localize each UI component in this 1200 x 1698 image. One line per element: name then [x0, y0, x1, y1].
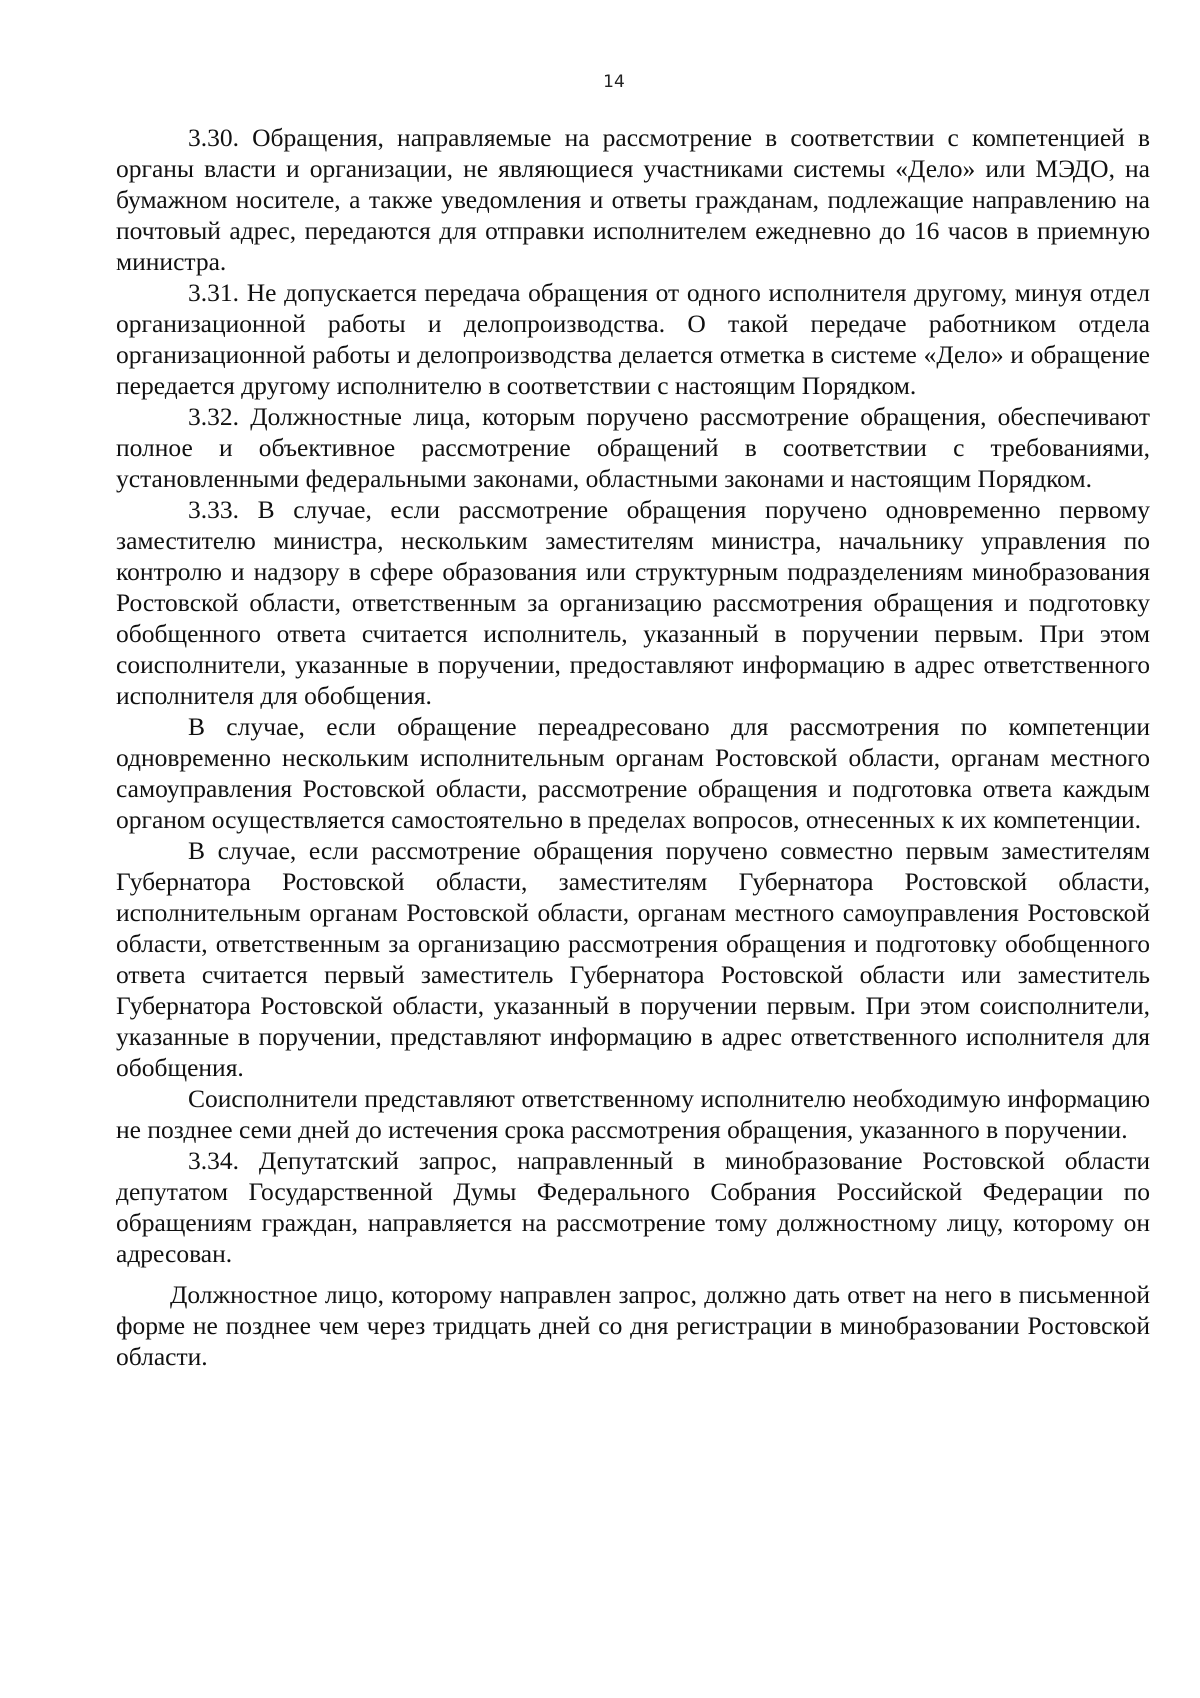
paragraph-3-33-redirect: В случае, если обращение переадресовано для рассмотрения по компетенции одновременно нескольким исполнительным органам Ростовской области, органам местного самоуправления Ростовской области, рассмотрение обращения и подготовка ответа каждым органом осуществляется самостоятельно в пределах вопросов, отнесенных к их компетенции. [116, 712, 1150, 834]
paragraph-3-34: 3.34. Депутатский запрос, направленный в минобразование Ростовской области депутатом Государственной Думы Федерального Собрания Российской Федерации по обращениям граждан, направляется на рассмотрение тому должностному лицу, которому он адресован. [116, 1146, 1150, 1268]
paragraph-3-33-governor: В случае, если рассмотрение обращения поручено совместно первым заместителям Губернатора Ростовской области, заместителям Губернатора Ростовской области, исполнительным органам Ростовской области, органам местного самоуправления Ростовской области, ответственным за организацию рассмотрения обращения и подготовку обобщенного ответа считается первый заместитель Губернатора Ростовской области или заместитель Губернатора Ростовской области, указанный в поручении первым. При этом соисполнители, указанные в поручении, представляют информацию в адрес ответственного исполнителя для обобщения. [116, 836, 1150, 1082]
paragraph-3-33-coexecutors: Соисполнители представляют ответственному исполнителю необходимую информацию не позднее семи дней до истечения срока рассмотрения обращения, указанного в поручении. [116, 1084, 1150, 1144]
paragraph-3-34-response: Должностное лицо, которому направлен запрос, должно дать ответ на него в письменной форме не позднее чем через тридцать дней со дня регистрации в минобразовании Ростовской области. [116, 1280, 1150, 1371]
paragraph-3-32: 3.32. Должностные лица, которым поручено рассмотрение обращения, обеспечивают полное и объективное рассмотрение обращений в соответствии с требованиями, установленными федеральными законами, областными законами и настоящим Порядком. [116, 402, 1150, 493]
document-body [116, 122, 1150, 1372]
paragraph-3-31: 3.31. Не допускается передача обращения от одного исполнителя другому, минуя отдел организационной работы и делопроизводства. О такой передаче работником отдела организационной работы и делопроизводства делается отметка в системе «Дело» и обращение передается другому исполнителю в соответствии с настоящим Порядком. [116, 278, 1150, 400]
paragraph-3-33: 3.33. В случае, если рассмотрение обращения поручено одновременно первому заместителю министра, нескольким заместителям министра, начальнику управления по контролю и надзору в сфере образования или структурным подразделениям минобразования Ростовской области, ответственным за организацию рассмотрения обращения и подготовку обобщенного ответа считается исполнитель, указанный в поручении первым. При этом соисполнители, указанные в поручении, предоставляют информацию в адрес ответственного исполнителя для обобщения. [116, 495, 1150, 710]
page-number: 14 [603, 72, 625, 92]
paragraph-3-30: 3.30. Обращения, направляемые на рассмотрение в соответствии с компетенцией в органы власти и организации, не являющиеся участниками системы «Дело» или МЭДО, на бумажном носителе, а также уведомления и ответы гражданам, подлежащие направлению на почтовый адрес, передаются для отправки исполнителем ежедневно до 16 часов в приемную министра. [116, 123, 1150, 276]
